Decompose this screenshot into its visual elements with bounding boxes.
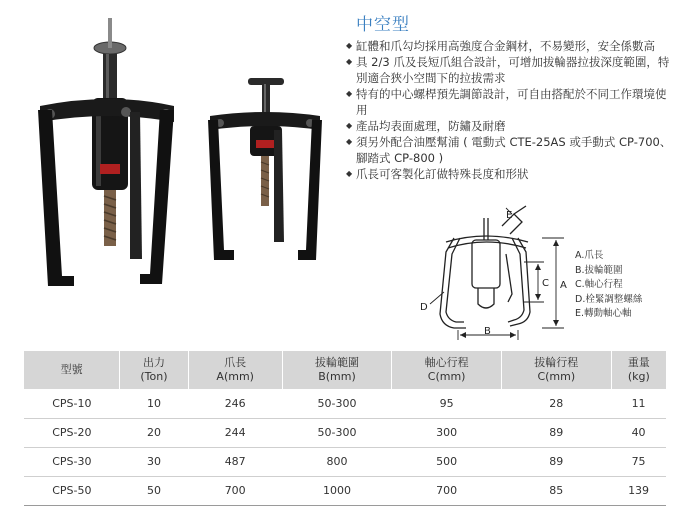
spec-table	[24, 351, 666, 506]
legend-item: C.軸心行程	[575, 279, 623, 290]
diagram-legend	[575, 249, 642, 322]
large-puller-image	[22, 14, 182, 294]
small-puller-image	[200, 72, 330, 272]
table-cell: 95	[392, 389, 502, 418]
table-cell: 244	[188, 418, 282, 447]
legend-item: D.栓緊調整螺絲	[575, 293, 643, 305]
dim-label-b: B	[484, 326, 491, 337]
feature-item: ◆ 須另外配合油壓幫浦 ( 電動式 CTE-25AS 或手動式 CP-700、腳踏式 CP-800 )	[346, 134, 676, 166]
table-cell: 30	[120, 447, 189, 476]
feature-item: ◆ 產品均表面處理，防鏽及耐磨	[346, 118, 676, 134]
table-cell: 139	[611, 476, 666, 505]
feature-item: ◆ 具 2/3 爪及長短爪組合設計，可增加拔輪器拉拔深度範圍，特別適合狹小空間下的拉拔需求	[346, 54, 676, 86]
column-header: 爪長 A(mm)	[188, 351, 282, 389]
table-row	[24, 389, 666, 418]
section-title: 中空型	[356, 15, 410, 35]
dim-label-c: C	[542, 278, 549, 289]
table-cell: CPS-20	[24, 418, 120, 447]
table-cell: 28	[501, 389, 611, 418]
table-cell: 89	[501, 447, 611, 476]
feature-item: ◆ 缸體和爪勾均採用高強度合金鋼材，不易變形，安全係數高	[346, 38, 676, 54]
dim-label-a: A	[560, 280, 567, 291]
column-header: 型號	[24, 351, 120, 389]
table-row	[24, 476, 666, 505]
legend-item: A.爪長	[575, 250, 604, 261]
feature-item: ◆ 爪長可客製化訂做特殊長度和形狀	[346, 166, 676, 182]
table-cell: 700	[392, 476, 502, 505]
table-cell: 20	[120, 418, 189, 447]
column-header: 拔輪範圍 B(mm)	[282, 351, 392, 389]
table-cell: 300	[392, 418, 502, 447]
legend-item: E.轉動軸心軸	[575, 308, 632, 319]
legend-item: B.拔輪範圍	[575, 264, 623, 276]
table-cell: 11	[611, 389, 666, 418]
column-header: 出力 (Ton)	[120, 351, 189, 389]
table-cell: CPS-30	[24, 447, 120, 476]
table-header-row	[24, 351, 666, 389]
table-cell: 85	[501, 476, 611, 505]
table-cell: 1000	[282, 476, 392, 505]
table-cell: 487	[188, 447, 282, 476]
table-cell: 50-300	[282, 418, 392, 447]
table-cell: 89	[501, 418, 611, 447]
column-header: 重量 (kg)	[611, 351, 666, 389]
table-cell: 500	[392, 447, 502, 476]
column-header: 軸心行程 C(mm)	[392, 351, 502, 389]
table-cell: 50-300	[282, 389, 392, 418]
table-cell: 40	[611, 418, 666, 447]
table-row	[24, 418, 666, 447]
table-cell: 75	[611, 447, 666, 476]
feature-list	[346, 38, 676, 182]
table-cell: 50	[120, 476, 189, 505]
column-header: 拔輪行程 C(mm)	[501, 351, 611, 389]
feature-item: ◆ 特有的中心螺桿預先調節設計，可自由搭配於不同工作環境使用	[346, 86, 676, 118]
table-cell: 700	[188, 476, 282, 505]
table-row	[24, 447, 666, 476]
dim-label-d: D	[420, 302, 428, 313]
product-photos	[0, 0, 340, 300]
dim-label-e: E	[506, 210, 513, 221]
table-cell: 246	[188, 389, 282, 418]
table-cell: CPS-50	[24, 476, 120, 505]
table-cell: 800	[282, 447, 392, 476]
table-cell: 10	[120, 389, 189, 418]
table-cell: CPS-10	[24, 389, 120, 418]
